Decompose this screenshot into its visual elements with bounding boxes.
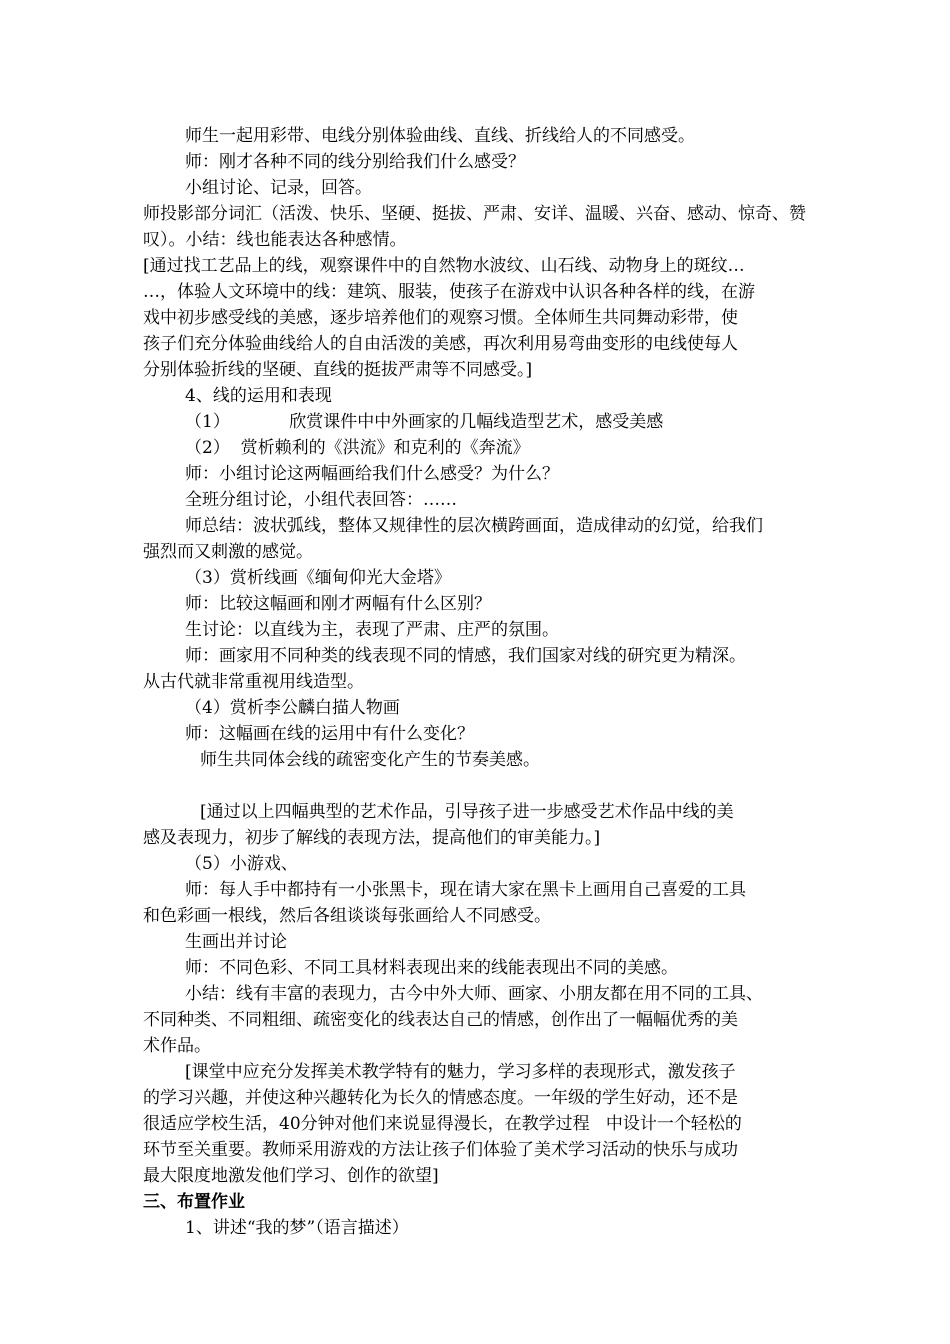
text-line: 和色彩画一根线，然后各组谈谈每张画给人不同感受。 <box>143 906 551 926</box>
text-line: …，体验人文环境中的线：建筑、服装，使孩子在游戏中认识各种各样的线，在游 <box>143 282 755 302</box>
text-line: （5）小游戏、 <box>185 854 298 874</box>
text-line: 师：比较这幅画和刚才两幅有什么区别？ <box>185 594 491 614</box>
text-line: （3）赏析线画《缅甸仰光大金塔》 <box>185 568 451 588</box>
text-line: 术作品。 <box>143 1036 211 1056</box>
text-line: 小结：线有丰富的表现力，古今中外大师、画家、小朋友都在用不同的工具、 <box>185 984 763 1004</box>
text-line: 戏中初步感受线的美感，逐步培养他们的观察习惯。全体师生共同舞动彩带，使 <box>143 308 738 328</box>
text-line: 生画出并讨论 <box>185 932 287 952</box>
text-line: 全班分组讨论，小组代表回答：…… <box>185 490 457 510</box>
text-line: 1、讲述“我的梦”（语言描述） <box>185 1218 409 1238</box>
text-line: [课堂中应充分发挥美术教学特有的魅力，学习多样的表现形式，激发孩子 <box>185 1062 736 1082</box>
text-line: 从古代就非常重视用线造型。 <box>143 672 364 692</box>
section-heading: 4、线的运用和表现 <box>185 386 332 406</box>
text-line: [通过找工艺品上的线，观察课件中的自然物水波纹、山石线、动物身上的斑纹… <box>143 256 745 276</box>
text-line: 师：这幅画在线的运用中有什么变化？ <box>185 724 474 744</box>
text-line: 强烈而又刺激的感觉。 <box>143 542 313 562</box>
text-line: 叹）。小结：线也能表达各种感情。 <box>143 230 407 250</box>
text-line: 很适应学校生活，40分钟对他们来说显得漫长，在教学过程 中设计一个轻松的 <box>143 1114 742 1134</box>
text-line: 师：画家用不同种类的线表现不同的情感，我们国家对线的研究更为精深。 <box>185 646 746 666</box>
text-line: 师：不同色彩、不同工具材料表现出来的线能表现出不同的美感。 <box>185 958 678 978</box>
text-line: 分别体验折线的坚硬、直线的挺拔严肃等不同感受。] <box>143 360 533 380</box>
text-line: （1） 欣赏课件中中外画家的几幅线造型艺术，感受美感 <box>185 412 664 432</box>
text-line: 环节至关重要。教师采用游戏的方法让孩子们体验了美术学习活动的快乐与成功 <box>143 1140 738 1160</box>
text-line: 不同种类、不同粗细、疏密变化的线表达自己的情感，创作出了一幅幅优秀的美 <box>143 1010 738 1030</box>
text-line: 感及表现力，初步了解线的表现方法，提高他们的审美能力。] <box>143 828 601 848</box>
text-line: 孩子们充分体验曲线给人的自由活泼的美感，再次利用易弯曲变形的电线使每人 <box>143 334 738 354</box>
text-line: 师总结：波状弧线，整体又规律性的层次横跨画面，造成律动的幻觉，给我们 <box>185 516 763 536</box>
text-line: 师生一起用彩带、电线分别体验曲线、直线、折线给人的不同感受。 <box>185 126 695 146</box>
text-line: （2） 赏析赖利的《洪流》和克利的《奔流》 <box>185 438 530 458</box>
text-line: 生讨论：以直线为主，表现了严肃、庄严的氛围。 <box>185 620 559 640</box>
section-heading: 三、布置作业 <box>143 1192 245 1212</box>
text-line: 师：小组讨论这两幅画给我们什么感受？为什么？ <box>185 464 559 484</box>
text-line: 小组讨论、记录，回答。 <box>185 178 372 198</box>
text-line: （4）赏析李公麟白描人物画 <box>185 698 400 718</box>
text-line: 师：每人手中都持有一小张黑卡，现在请大家在黑卡上画用自己喜爱的工具 <box>185 880 746 900</box>
text-line: 的学习兴趣，并使这种兴趣转化为长久的情感态度。一年级的学生好动，还不是 <box>143 1088 738 1108</box>
text-line: 最大限度地激发他们学习、创作的欲望] <box>143 1166 439 1186</box>
text-line: 师生共同体会线的疏密变化产生的节奏美感。 <box>200 750 540 770</box>
text-line: [通过以上四幅典型的艺术作品，引导孩子进一步感受艺术作品中线的美 <box>200 802 734 822</box>
text-line: 师：刚才各种不同的线分别给我们什么感受？ <box>185 152 525 172</box>
text-line: 师投影部分词汇（活泼、快乐、坚硬、挺拔、严肃、安详、温暖、兴奋、感动、惊奇、赞 <box>143 204 806 224</box>
